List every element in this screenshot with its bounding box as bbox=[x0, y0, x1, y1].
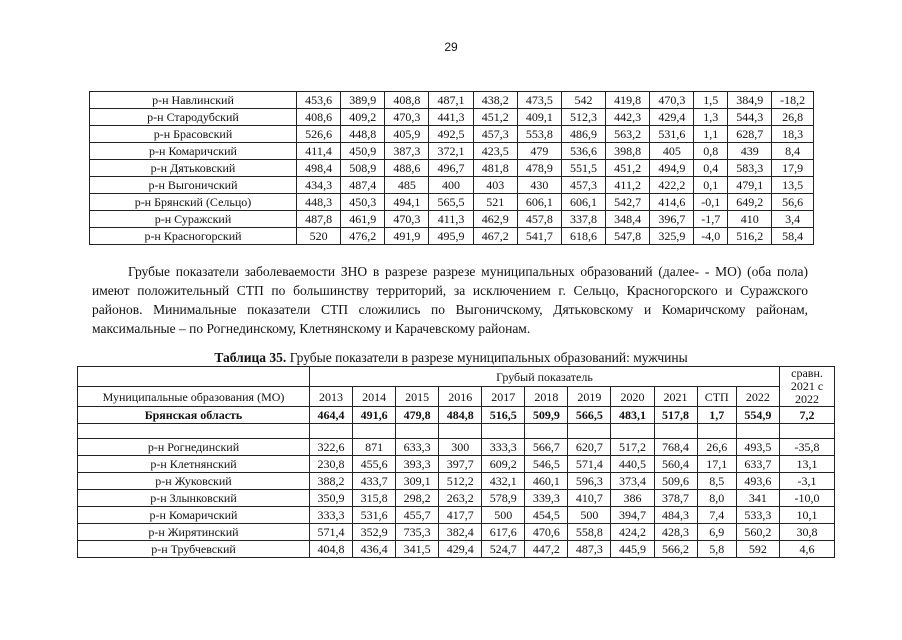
data-cell: 10,1 bbox=[780, 507, 835, 524]
data-cell: 300 bbox=[439, 439, 482, 456]
data-cell: 485 bbox=[385, 177, 429, 194]
data-cell: 409,2 bbox=[341, 109, 385, 126]
data-cell: 333,3 bbox=[482, 439, 525, 456]
table-row bbox=[78, 524, 835, 541]
data-cell: 230,8 bbox=[310, 456, 353, 473]
data-cell: 17,9 bbox=[772, 160, 814, 177]
data-cell: 454,5 bbox=[525, 507, 568, 524]
row-name: р-н Навлинский bbox=[90, 92, 297, 109]
header-empty-cell bbox=[78, 367, 310, 387]
data-cell: 516,2 bbox=[728, 228, 772, 245]
data-cell: 409,1 bbox=[517, 109, 561, 126]
data-cell: 484,8 bbox=[439, 407, 482, 424]
name-header: Муниципальные образования (МО) bbox=[78, 387, 310, 407]
table-row bbox=[78, 473, 835, 490]
table-row bbox=[78, 490, 835, 507]
data-cell: 455,7 bbox=[396, 507, 439, 524]
data-cell: 341,5 bbox=[396, 541, 439, 558]
row-name: р-н Стародубский bbox=[90, 109, 297, 126]
data-cell: 533,3 bbox=[736, 507, 779, 524]
year-header: 2018 bbox=[525, 387, 568, 407]
data-cell: -1,7 bbox=[694, 211, 728, 228]
row-name: р-н Дятьковский bbox=[90, 160, 297, 177]
data-cell: 553,8 bbox=[517, 126, 561, 143]
data-cell: 58,4 bbox=[772, 228, 814, 245]
data-cell: 450,3 bbox=[341, 194, 385, 211]
empty-cell bbox=[611, 424, 654, 439]
empty-cell bbox=[439, 424, 482, 439]
data-cell: 405 bbox=[650, 143, 694, 160]
table-35-caption bbox=[0, 350, 902, 366]
spacer-row bbox=[78, 424, 835, 439]
data-cell: 315,8 bbox=[353, 490, 396, 507]
data-cell: 398,8 bbox=[606, 143, 650, 160]
data-cell: 387,3 bbox=[385, 143, 429, 160]
data-cell: 565,5 bbox=[429, 194, 473, 211]
data-cell: 536,6 bbox=[561, 143, 605, 160]
data-cell: 433,7 bbox=[353, 473, 396, 490]
data-cell: 494,1 bbox=[385, 194, 429, 211]
page-number: 29 bbox=[444, 40, 458, 54]
data-cell: 434,3 bbox=[297, 177, 341, 194]
data-cell: 491,9 bbox=[385, 228, 429, 245]
data-cell: 633,3 bbox=[396, 439, 439, 456]
row-name: р-н Комаричский bbox=[78, 507, 310, 524]
data-cell: 546,5 bbox=[525, 456, 568, 473]
data-cell: 583,3 bbox=[728, 160, 772, 177]
data-cell: 372,1 bbox=[429, 143, 473, 160]
data-cell: 7,2 bbox=[780, 407, 835, 424]
data-cell: 500 bbox=[568, 507, 611, 524]
row-name: р-н Суражский bbox=[90, 211, 297, 228]
data-cell: 440,5 bbox=[611, 456, 654, 473]
data-cell: 429,4 bbox=[650, 109, 694, 126]
data-cell: -35,8 bbox=[780, 439, 835, 456]
year-header: 2013 bbox=[310, 387, 353, 407]
table-35 bbox=[77, 366, 835, 558]
data-cell: 606,1 bbox=[561, 194, 605, 211]
data-cell: 526,6 bbox=[297, 126, 341, 143]
table-35-header-row-1 bbox=[78, 367, 835, 387]
data-cell: 541,7 bbox=[517, 228, 561, 245]
data-cell: 384,9 bbox=[728, 92, 772, 109]
data-cell: 498,4 bbox=[297, 160, 341, 177]
data-cell: 1,3 bbox=[694, 109, 728, 126]
data-cell: 410 bbox=[728, 211, 772, 228]
data-cell: 30,8 bbox=[780, 524, 835, 541]
data-cell: 414,6 bbox=[650, 194, 694, 211]
data-cell: 1,1 bbox=[694, 126, 728, 143]
table-row bbox=[90, 228, 814, 245]
data-cell: 492,5 bbox=[429, 126, 473, 143]
compare-header: сравн. 2021 с 2022 bbox=[780, 367, 835, 407]
data-cell: 478,9 bbox=[517, 160, 561, 177]
data-cell: 495,9 bbox=[429, 228, 473, 245]
data-cell: 491,6 bbox=[353, 407, 396, 424]
data-cell: 470,3 bbox=[385, 211, 429, 228]
data-cell: 17,1 bbox=[697, 456, 736, 473]
data-cell: 487,3 bbox=[568, 541, 611, 558]
data-cell: 558,8 bbox=[568, 524, 611, 541]
data-cell: 448,3 bbox=[297, 194, 341, 211]
empty-cell bbox=[697, 424, 736, 439]
data-cell: 333,3 bbox=[310, 507, 353, 524]
data-cell: 531,6 bbox=[353, 507, 396, 524]
data-cell: 263,2 bbox=[439, 490, 482, 507]
data-cell: 373,4 bbox=[611, 473, 654, 490]
data-cell: 487,1 bbox=[429, 92, 473, 109]
data-cell: 512,2 bbox=[439, 473, 482, 490]
data-cell: 517,8 bbox=[654, 407, 697, 424]
data-cell: 411,4 bbox=[297, 143, 341, 160]
data-cell: 521 bbox=[473, 194, 517, 211]
data-cell: 3,4 bbox=[772, 211, 814, 228]
table-row bbox=[90, 143, 814, 160]
table-row bbox=[90, 160, 814, 177]
data-cell: 566,7 bbox=[525, 439, 568, 456]
data-cell: 325,9 bbox=[650, 228, 694, 245]
data-cell: 461,9 bbox=[341, 211, 385, 228]
data-cell: 484,3 bbox=[654, 507, 697, 524]
empty-cell bbox=[482, 424, 525, 439]
data-cell: 547,8 bbox=[606, 228, 650, 245]
data-cell: 617,6 bbox=[482, 524, 525, 541]
data-cell: 352,9 bbox=[353, 524, 396, 541]
data-cell: 566,5 bbox=[568, 407, 611, 424]
data-cell: 13,1 bbox=[780, 456, 835, 473]
data-cell: 26,6 bbox=[697, 439, 736, 456]
data-cell: 464,4 bbox=[310, 407, 353, 424]
empty-cell bbox=[396, 424, 439, 439]
year-header: 2019 bbox=[568, 387, 611, 407]
data-cell: 481,8 bbox=[473, 160, 517, 177]
data-cell: 542,7 bbox=[606, 194, 650, 211]
data-cell: 309,1 bbox=[396, 473, 439, 490]
data-cell: 400 bbox=[429, 177, 473, 194]
data-cell: 470,3 bbox=[650, 92, 694, 109]
table-row bbox=[78, 439, 835, 456]
data-cell: 13,5 bbox=[772, 177, 814, 194]
data-cell: 0,1 bbox=[694, 177, 728, 194]
data-cell: 509,9 bbox=[525, 407, 568, 424]
data-cell: 457,3 bbox=[473, 126, 517, 143]
data-cell: 544,3 bbox=[728, 109, 772, 126]
empty-cell bbox=[568, 424, 611, 439]
data-cell: 386 bbox=[611, 490, 654, 507]
row-name: Брянская область bbox=[78, 407, 310, 424]
data-cell: 424,2 bbox=[611, 524, 654, 541]
data-cell: 18,3 bbox=[772, 126, 814, 143]
data-cell: -4,0 bbox=[694, 228, 728, 245]
data-cell: 571,4 bbox=[568, 456, 611, 473]
data-cell: 408,6 bbox=[297, 109, 341, 126]
data-cell: 394,7 bbox=[611, 507, 654, 524]
data-cell: 476,2 bbox=[341, 228, 385, 245]
table-row bbox=[90, 109, 814, 126]
data-cell: 606,1 bbox=[517, 194, 561, 211]
data-cell: 403 bbox=[473, 177, 517, 194]
data-cell: 396,7 bbox=[650, 211, 694, 228]
empty-cell bbox=[353, 424, 396, 439]
table-35-head bbox=[78, 367, 835, 407]
data-cell: 486,9 bbox=[561, 126, 605, 143]
data-cell: 618,6 bbox=[561, 228, 605, 245]
data-cell: 500 bbox=[482, 507, 525, 524]
data-cell: 531,6 bbox=[650, 126, 694, 143]
row-name: р-н Рогнединский bbox=[78, 439, 310, 456]
data-cell: 448,8 bbox=[341, 126, 385, 143]
data-cell: 339,3 bbox=[525, 490, 568, 507]
data-cell: 508,9 bbox=[341, 160, 385, 177]
body-paragraph: Грубые показатели заболеваемости ЗНО в разрезе разрезе муниципальных образований (далее- - МО) (оба пола) имеют положительный СТП по большинству территорий, за исключением г. Сельцо, Красногорского и Суражского районов. Минимальные показатели СТП сложились по Выгоничскому, Дятьковскому и Комаричскому районам, максимальные – по Рогнединскому, Клетнянскому и Карачевскому районам. bbox=[92, 264, 808, 336]
data-cell: 404,8 bbox=[310, 541, 353, 558]
data-cell: 411,2 bbox=[606, 177, 650, 194]
data-cell: 405,9 bbox=[385, 126, 429, 143]
data-cell: 341 bbox=[736, 490, 779, 507]
data-cell: 410,7 bbox=[568, 490, 611, 507]
data-cell: 0,4 bbox=[694, 160, 728, 177]
data-cell: 470,3 bbox=[385, 109, 429, 126]
data-cell: 451,2 bbox=[473, 109, 517, 126]
data-cell: 8,4 bbox=[772, 143, 814, 160]
data-cell: 493,5 bbox=[736, 439, 779, 456]
row-name: р-н Злынковский bbox=[78, 490, 310, 507]
data-cell: 378,7 bbox=[654, 490, 697, 507]
data-cell: 432,1 bbox=[482, 473, 525, 490]
row-name: р-н Жуковский bbox=[78, 473, 310, 490]
data-cell: 4,6 bbox=[780, 541, 835, 558]
data-cell: 429,4 bbox=[439, 541, 482, 558]
data-cell: 1,7 bbox=[697, 407, 736, 424]
data-cell: 609,2 bbox=[482, 456, 525, 473]
data-cell: 488,6 bbox=[385, 160, 429, 177]
row-name: р-н Клетнянский bbox=[78, 456, 310, 473]
data-cell: 479,8 bbox=[396, 407, 439, 424]
data-cell: 487,8 bbox=[297, 211, 341, 228]
data-cell: -18,2 bbox=[772, 92, 814, 109]
year-header: 2020 bbox=[611, 387, 654, 407]
row-name: р-н Выгоничский bbox=[90, 177, 297, 194]
data-cell: 460,1 bbox=[525, 473, 568, 490]
data-cell: 389,9 bbox=[341, 92, 385, 109]
data-cell: 483,1 bbox=[611, 407, 654, 424]
data-cell: 445,9 bbox=[611, 541, 654, 558]
data-cell: 428,3 bbox=[654, 524, 697, 541]
year-header: 2016 bbox=[439, 387, 482, 407]
data-cell: 447,2 bbox=[525, 541, 568, 558]
data-cell: 453,6 bbox=[297, 92, 341, 109]
data-cell: 473,5 bbox=[517, 92, 561, 109]
data-cell: 462,9 bbox=[473, 211, 517, 228]
data-cell: 430 bbox=[517, 177, 561, 194]
data-cell: 322,6 bbox=[310, 439, 353, 456]
data-cell: 450,9 bbox=[341, 143, 385, 160]
table-35-header-row-2 bbox=[78, 387, 835, 407]
table-row bbox=[90, 194, 814, 211]
data-cell: 735,3 bbox=[396, 524, 439, 541]
data-cell: 542 bbox=[561, 92, 605, 109]
empty-cell bbox=[736, 424, 779, 439]
data-cell: 411,3 bbox=[429, 211, 473, 228]
data-cell: 8,0 bbox=[697, 490, 736, 507]
data-cell: 494,9 bbox=[650, 160, 694, 177]
data-cell: 871 bbox=[353, 439, 396, 456]
data-cell: 337,8 bbox=[561, 211, 605, 228]
table-row bbox=[78, 456, 835, 473]
year-header: СТП bbox=[697, 387, 736, 407]
table-row bbox=[90, 177, 814, 194]
year-header: 2015 bbox=[396, 387, 439, 407]
row-name: р-н Жирятинский bbox=[78, 524, 310, 541]
data-cell: 438,2 bbox=[473, 92, 517, 109]
data-cell: 633,7 bbox=[736, 456, 779, 473]
row-name: р-н Комаричский bbox=[90, 143, 297, 160]
year-header: 2014 bbox=[353, 387, 396, 407]
data-cell: 298,2 bbox=[396, 490, 439, 507]
top-data-table bbox=[89, 91, 814, 245]
data-cell: 592 bbox=[736, 541, 779, 558]
data-cell: 457,3 bbox=[561, 177, 605, 194]
data-cell: 470,6 bbox=[525, 524, 568, 541]
data-cell: 517,2 bbox=[611, 439, 654, 456]
row-name: р-н Красногорский bbox=[90, 228, 297, 245]
empty-cell bbox=[654, 424, 697, 439]
data-cell: 1,5 bbox=[694, 92, 728, 109]
row-name: р-н Трубчевский bbox=[78, 541, 310, 558]
data-cell: 566,2 bbox=[654, 541, 697, 558]
year-header: 2022 bbox=[736, 387, 779, 407]
data-cell: 467,2 bbox=[473, 228, 517, 245]
table-row bbox=[90, 92, 814, 109]
data-cell: 479,1 bbox=[728, 177, 772, 194]
data-cell: 560,2 bbox=[736, 524, 779, 541]
table-row bbox=[78, 507, 835, 524]
empty-cell bbox=[78, 424, 310, 439]
data-cell: 487,4 bbox=[341, 177, 385, 194]
data-cell: 436,4 bbox=[353, 541, 396, 558]
data-cell: 493,6 bbox=[736, 473, 779, 490]
data-cell: 0,8 bbox=[694, 143, 728, 160]
data-cell: 7,4 bbox=[697, 507, 736, 524]
data-cell: 509,6 bbox=[654, 473, 697, 490]
data-cell: 56,6 bbox=[772, 194, 814, 211]
data-cell: -0,1 bbox=[694, 194, 728, 211]
empty-cell bbox=[780, 424, 835, 439]
data-cell: 8,5 bbox=[697, 473, 736, 490]
data-cell: 551,5 bbox=[561, 160, 605, 177]
data-cell: 620,7 bbox=[568, 439, 611, 456]
data-cell: 417,7 bbox=[439, 507, 482, 524]
top-table-body bbox=[90, 92, 814, 245]
data-cell: 512,3 bbox=[561, 109, 605, 126]
data-cell: 554,9 bbox=[736, 407, 779, 424]
data-cell: 649,2 bbox=[728, 194, 772, 211]
total-row bbox=[78, 407, 835, 424]
table-row bbox=[78, 541, 835, 558]
data-cell: 520 bbox=[297, 228, 341, 245]
data-cell: 442,3 bbox=[606, 109, 650, 126]
data-cell: 768,4 bbox=[654, 439, 697, 456]
empty-cell bbox=[525, 424, 568, 439]
data-cell: 350,9 bbox=[310, 490, 353, 507]
data-cell: 451,2 bbox=[606, 160, 650, 177]
data-cell: 455,6 bbox=[353, 456, 396, 473]
row-name: р-н Брасовский bbox=[90, 126, 297, 143]
empty-cell bbox=[310, 424, 353, 439]
data-cell: 348,4 bbox=[606, 211, 650, 228]
data-cell: 388,2 bbox=[310, 473, 353, 490]
data-cell: 6,9 bbox=[697, 524, 736, 541]
data-cell: 457,8 bbox=[517, 211, 561, 228]
data-cell: 563,2 bbox=[606, 126, 650, 143]
table-35-caption-text: Грубые показатели в разрезе муниципальных образований: мужчины bbox=[286, 350, 688, 365]
data-cell: 419,8 bbox=[606, 92, 650, 109]
data-cell: -10,0 bbox=[780, 490, 835, 507]
data-cell: 5,8 bbox=[697, 541, 736, 558]
year-header: 2017 bbox=[482, 387, 525, 407]
data-cell: 479 bbox=[517, 143, 561, 160]
data-cell: 496,7 bbox=[429, 160, 473, 177]
table-row bbox=[90, 211, 814, 228]
data-cell: -3,1 bbox=[780, 473, 835, 490]
data-cell: 423,5 bbox=[473, 143, 517, 160]
data-cell: 408,8 bbox=[385, 92, 429, 109]
data-cell: 560,4 bbox=[654, 456, 697, 473]
table-row bbox=[90, 126, 814, 143]
data-cell: 571,4 bbox=[310, 524, 353, 541]
data-cell: 397,7 bbox=[439, 456, 482, 473]
table-35-body bbox=[78, 407, 835, 558]
data-cell: 524,7 bbox=[482, 541, 525, 558]
data-cell: 628,7 bbox=[728, 126, 772, 143]
data-cell: 393,3 bbox=[396, 456, 439, 473]
row-name: р-н Брянский (Сельцо) bbox=[90, 194, 297, 211]
data-cell: 439 bbox=[728, 143, 772, 160]
table-35-caption-label: Таблица 35. bbox=[214, 350, 287, 365]
data-cell: 382,4 bbox=[439, 524, 482, 541]
group-header: Грубый показатель bbox=[310, 367, 780, 387]
data-cell: 26,8 bbox=[772, 109, 814, 126]
data-cell: 422,2 bbox=[650, 177, 694, 194]
data-cell: 578,9 bbox=[482, 490, 525, 507]
data-cell: 596,3 bbox=[568, 473, 611, 490]
data-cell: 441,3 bbox=[429, 109, 473, 126]
data-cell: 516,5 bbox=[482, 407, 525, 424]
year-header: 2021 bbox=[654, 387, 697, 407]
